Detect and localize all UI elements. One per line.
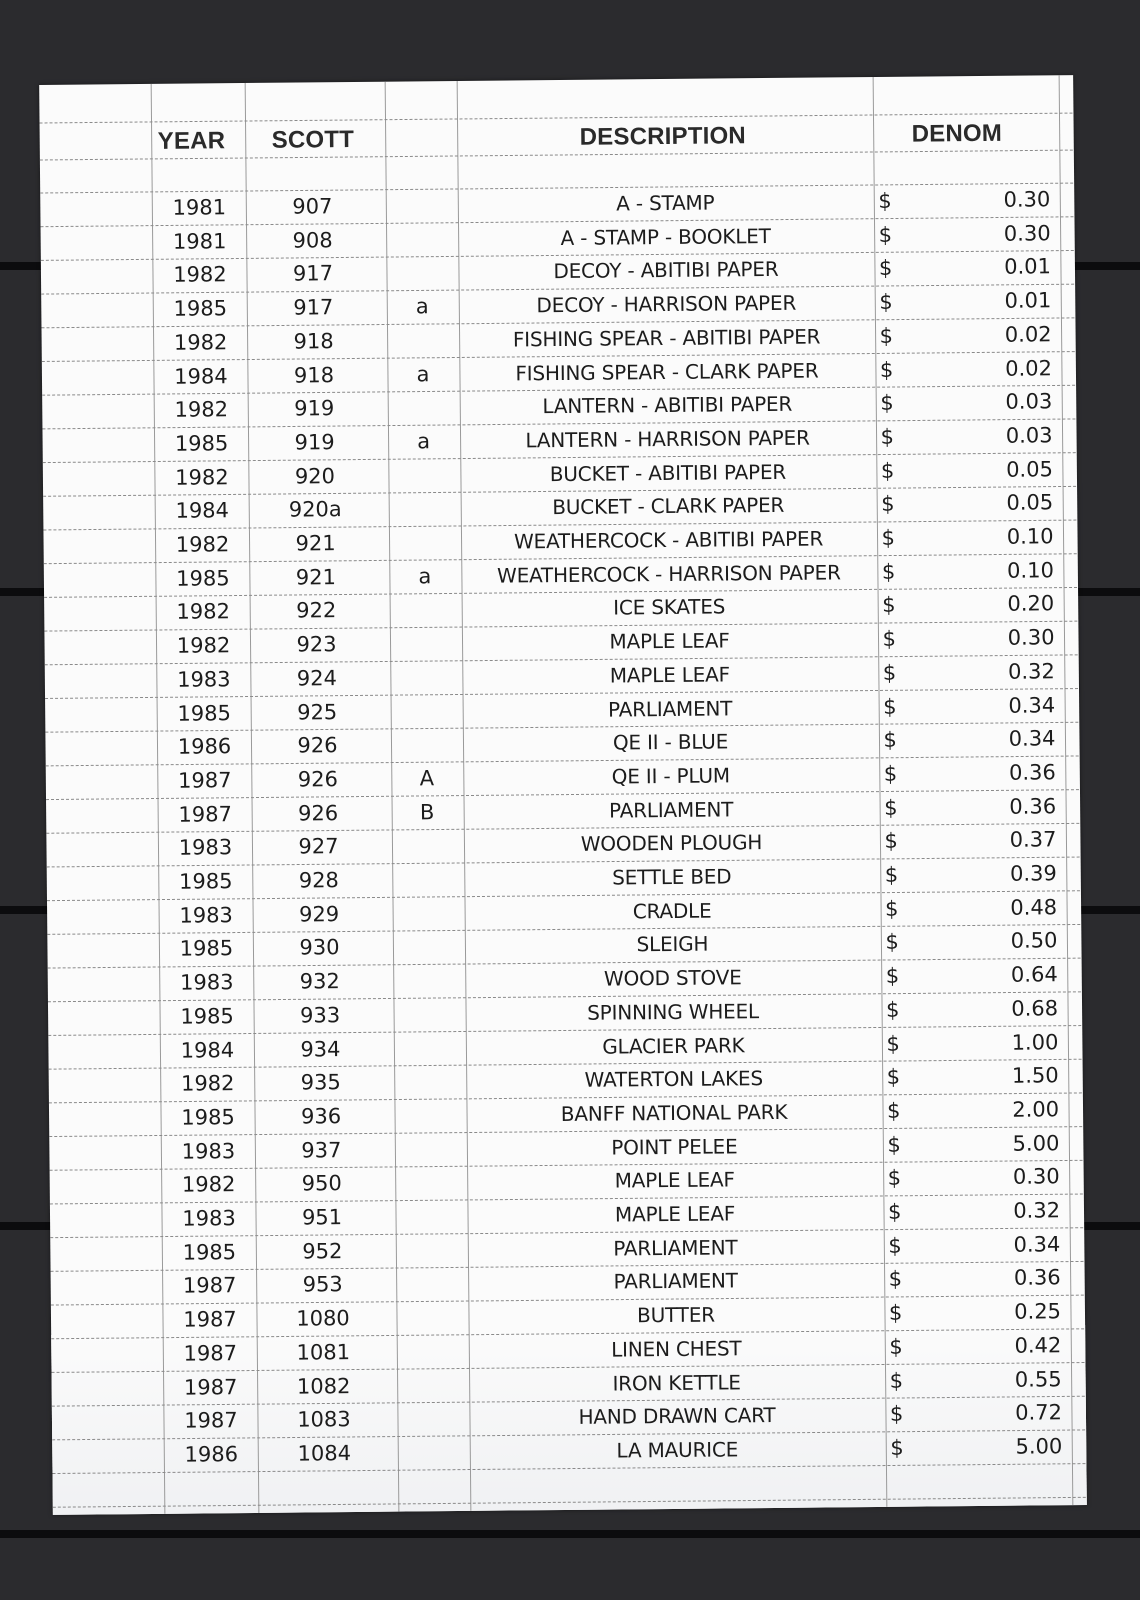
- denomination-cell: 0.01: [1004, 288, 1052, 313]
- variety-cell: [388, 391, 458, 425]
- description-cell: IRON KETTLE: [612, 1369, 741, 1396]
- year-cell: 1981: [172, 195, 227, 220]
- currency-cell: $: [889, 1401, 904, 1427]
- denomination-cell: 2.00: [1012, 1097, 1060, 1122]
- variety-cell: [398, 1402, 468, 1436]
- denomination-cell: 0.36: [1008, 760, 1056, 785]
- header-scott: SCOTT: [271, 125, 355, 154]
- description-cell: WATERTON LAKES: [584, 1066, 763, 1092]
- variety-cell: [387, 324, 457, 358]
- variety-cell: [394, 964, 464, 998]
- denomination-cell: 0.55: [1014, 1366, 1062, 1392]
- variety-cell: [389, 492, 459, 526]
- description-cell: BANFF NATIONAL PARK: [560, 1099, 788, 1126]
- currency-cell: $: [888, 1233, 902, 1258]
- description-cell: ICE SKATES: [613, 594, 726, 620]
- denomination-cell: 0.10: [1006, 557, 1054, 583]
- currency-cell: $: [878, 222, 893, 247]
- denomination-cell: 0.30: [1003, 220, 1051, 246]
- variety-cell: [395, 1065, 465, 1099]
- year-cell: 1987: [177, 768, 232, 793]
- year-cell: 1982: [175, 464, 229, 490]
- scott-number-cell: 935: [300, 1070, 341, 1095]
- variety-cell: [396, 1234, 466, 1268]
- variety-cell: a: [418, 563, 432, 589]
- currency-cell: $: [880, 390, 894, 416]
- variety-cell: [394, 998, 464, 1032]
- year-cell: 1985: [179, 936, 234, 962]
- scott-number-cell: 929: [298, 901, 340, 927]
- scott-number-cell: 951: [301, 1205, 343, 1230]
- currency-cell: $: [889, 1368, 904, 1393]
- scott-number-cell: 1081: [296, 1339, 351, 1365]
- currency-cell: $: [881, 525, 896, 550]
- scott-number-cell: 923: [296, 632, 337, 657]
- currency-cell: $: [887, 1132, 901, 1157]
- scott-number-cell: 950: [301, 1171, 342, 1196]
- currency-cell: $: [888, 1267, 903, 1292]
- scott-number-cell: 919: [294, 430, 335, 455]
- variety-cell: [386, 189, 456, 223]
- description-cell: SETTLE BED: [612, 864, 732, 890]
- grid-line: [53, 1497, 1087, 1507]
- currency-cell: $: [885, 963, 900, 989]
- denomination-cell: 0.05: [1006, 456, 1054, 482]
- description-cell: HAND DRAWN CART: [578, 1403, 776, 1430]
- year-cell: 1983: [181, 1138, 236, 1164]
- description-cell: MAPLE LEAF: [614, 1167, 735, 1193]
- currency-cell: $: [884, 829, 898, 854]
- description-cell: PARLIAMENT: [613, 1268, 738, 1294]
- currency-cell: $: [880, 424, 895, 449]
- scott-number-cell: 924: [296, 665, 338, 691]
- denomination-cell: 0.30: [1012, 1164, 1060, 1189]
- variety-cell: [387, 256, 457, 290]
- year-cell: 1984: [180, 1037, 235, 1063]
- denomination-cell: 0.50: [1010, 928, 1058, 954]
- denomination-cell: 0.30: [1007, 625, 1055, 650]
- currency-cell: $: [885, 930, 899, 955]
- description-cell: BUTTER: [636, 1302, 716, 1328]
- year-cell: 1982: [175, 532, 230, 557]
- scott-number-cell: 1084: [297, 1440, 352, 1466]
- currency-cell: $: [881, 559, 896, 584]
- year-cell: 1982: [176, 633, 231, 658]
- year-cell: 1983: [182, 1206, 236, 1231]
- scott-number-cell: 926: [297, 767, 338, 792]
- variety-cell: [393, 930, 463, 964]
- description-cell: BUCKET - ABITIBI PAPER: [549, 459, 787, 486]
- variety-cell: a: [415, 294, 429, 319]
- currency-cell: $: [883, 694, 897, 719]
- year-cell: 1987: [178, 801, 232, 827]
- variety-cell: [393, 897, 463, 931]
- description-cell: LINEN CHEST: [611, 1336, 742, 1362]
- variety-cell: a: [416, 361, 430, 386]
- variety-cell: [398, 1368, 468, 1402]
- variety-cell: [394, 1031, 464, 1065]
- variety-cell: [389, 526, 459, 560]
- stamp-list-sheet: [39, 75, 1087, 1515]
- currency-cell: $: [883, 727, 897, 753]
- year-cell: 1985: [180, 1003, 234, 1029]
- variety-cell: B: [419, 799, 435, 824]
- year-cell: 1985: [178, 869, 233, 894]
- currency-cell: $: [887, 1199, 902, 1224]
- denomination-cell: 0.64: [1010, 962, 1058, 987]
- description-cell: DECOY - HARRISON PAPER: [536, 290, 797, 318]
- scott-number-cell: 917: [293, 295, 334, 320]
- scott-number-cell: 930: [299, 935, 340, 960]
- variety-cell: [391, 728, 461, 762]
- denomination-cell: 0.32: [1007, 659, 1055, 684]
- variety-cell: [390, 593, 460, 627]
- denomination-cell: 0.36: [1009, 793, 1057, 819]
- variety-cell: [390, 627, 460, 661]
- description-cell: LANTERN - ABITIBI PAPER: [542, 391, 793, 419]
- variety-cell: [392, 829, 462, 863]
- year-cell: 1982: [176, 599, 231, 625]
- denomination-cell: 1.00: [1011, 1029, 1059, 1055]
- denomination-cell: 5.00: [1015, 1434, 1063, 1459]
- year-cell: 1985: [177, 700, 232, 726]
- denomination-cell: 0.37: [1009, 827, 1057, 853]
- description-cell: PARLIAMENT: [607, 695, 733, 722]
- currency-cell: $: [886, 1031, 900, 1056]
- description-cell: SPINNING WHEEL: [587, 998, 760, 1025]
- scott-number-cell: 936: [300, 1104, 342, 1129]
- year-cell: 1986: [184, 1442, 239, 1467]
- denomination-cell: 0.34: [1008, 692, 1056, 718]
- scott-number-cell: 1082: [296, 1373, 351, 1399]
- scott-number-cell: 927: [298, 834, 339, 859]
- description-cell: QE II - BLUE: [612, 729, 729, 755]
- year-cell: 1985: [182, 1239, 237, 1265]
- denomination-cell: 5.00: [1012, 1130, 1060, 1156]
- scott-number-cell: 926: [297, 733, 338, 758]
- board-stripe: [0, 1530, 1140, 1538]
- currency-cell: $: [885, 997, 900, 1022]
- denomination-cell: 0.32: [1013, 1198, 1061, 1223]
- header-denom: DENOM: [911, 119, 1003, 148]
- description-cell: SLEIGH: [636, 932, 709, 957]
- currency-cell: $: [878, 188, 892, 213]
- scott-number-cell: 908: [292, 227, 333, 253]
- year-cell: 1982: [181, 1172, 236, 1197]
- description-cell: POINT PELEE: [611, 1133, 738, 1160]
- currency-cell: $: [889, 1334, 903, 1359]
- denomination-cell: 0.03: [1005, 389, 1053, 414]
- description-cell: MAPLE LEAF: [614, 1201, 736, 1227]
- currency-cell: $: [884, 795, 898, 820]
- scott-number-cell: 907: [292, 194, 333, 219]
- description-cell: GLACIER PARK: [602, 1032, 745, 1059]
- currency-cell: $: [879, 357, 894, 382]
- currency-cell: $: [886, 1064, 901, 1090]
- denomination-cell: 0.34: [1013, 1231, 1061, 1257]
- denomination-cell: 0.36: [1013, 1265, 1061, 1291]
- currency-cell: $: [879, 289, 893, 315]
- description-cell: WEATHERCOCK - ABITIBI PAPER: [513, 526, 824, 554]
- header-year: YEAR: [157, 127, 226, 155]
- scott-number-cell: 926: [297, 800, 339, 826]
- scott-number-cell: 934: [300, 1036, 341, 1062]
- denomination-cell: 0.30: [1003, 187, 1051, 212]
- scott-number-cell: 917: [292, 261, 334, 286]
- year-cell: 1983: [179, 970, 234, 995]
- year-cell: 1987: [182, 1273, 237, 1299]
- year-cell: 1982: [174, 397, 229, 422]
- description-cell: WOODEN PLOUGH: [580, 830, 763, 857]
- year-cell: 1981: [172, 228, 227, 254]
- scott-number-cell: 918: [293, 362, 335, 388]
- variety-cell: [396, 1166, 466, 1200]
- scott-number-cell: 952: [302, 1238, 343, 1264]
- year-cell: 1984: [174, 363, 228, 389]
- variety-cell: [391, 694, 461, 728]
- year-cell: 1982: [173, 329, 228, 355]
- year-cell: 1982: [173, 262, 227, 288]
- description-cell: CRADLE: [632, 898, 712, 924]
- currency-cell: $: [888, 1300, 903, 1325]
- scott-number-cell: 921: [295, 531, 336, 556]
- currency-cell: $: [887, 1166, 902, 1191]
- denomination-cell: 0.03: [1005, 423, 1053, 448]
- year-cell: 1984: [175, 498, 230, 524]
- description-cell: WEATHERCOCK - HARRISON PAPER: [496, 560, 841, 588]
- description-cell: BUCKET - CLARK PAPER: [552, 493, 785, 520]
- year-cell: 1983: [178, 835, 233, 860]
- scott-number-cell: 918: [293, 328, 334, 354]
- currency-cell: $: [886, 1098, 901, 1123]
- scott-number-cell: 937: [301, 1137, 342, 1163]
- denomination-cell: 0.02: [1004, 322, 1052, 347]
- currency-cell: $: [880, 458, 895, 483]
- description-cell: FISHING SPEAR - CLARK PAPER: [515, 358, 819, 385]
- year-cell: 1987: [184, 1408, 238, 1433]
- scott-number-cell: 920a: [288, 497, 342, 522]
- year-cell: 1985: [174, 431, 229, 456]
- denomination-cell: 0.20: [1007, 591, 1055, 617]
- description-cell: LA MAURICE: [616, 1437, 739, 1463]
- description-cell: QE II - PLUM: [611, 763, 731, 789]
- variety-cell: [393, 863, 463, 897]
- variety-cell: [398, 1436, 468, 1470]
- scott-number-cell: 1080: [296, 1306, 350, 1331]
- year-cell: 1985: [181, 1105, 235, 1130]
- scott-number-cell: 922: [296, 598, 337, 623]
- denomination-cell: 0.48: [1010, 894, 1058, 920]
- scott-number-cell: 1083: [297, 1407, 351, 1432]
- variety-cell: [396, 1200, 466, 1234]
- currency-cell: $: [881, 492, 895, 517]
- year-cell: 1983: [177, 666, 231, 692]
- scott-number-cell: 928: [298, 868, 339, 893]
- scott-number-cell: 953: [302, 1272, 343, 1297]
- denomination-cell: 0.72: [1015, 1400, 1063, 1425]
- description-cell: MAPLE LEAF: [609, 662, 731, 688]
- description-cell: MAPLE LEAF: [609, 628, 730, 654]
- header-description: DESCRIPTION: [579, 122, 747, 151]
- denomination-cell: 0.25: [1014, 1299, 1062, 1324]
- year-cell: 1983: [179, 902, 233, 928]
- year-cell: 1985: [173, 296, 228, 321]
- variety-cell: [391, 661, 461, 695]
- description-cell: LANTERN - HARRISON PAPER: [525, 425, 810, 453]
- denomination-cell: 0.02: [1005, 355, 1053, 381]
- denomination-cell: 0.42: [1014, 1333, 1062, 1358]
- description-cell: PARLIAMENT: [613, 1235, 738, 1261]
- variety-cell: [397, 1267, 467, 1301]
- currency-cell: $: [882, 593, 896, 618]
- description-cell: A - STAMP: [616, 190, 715, 216]
- denomination-cell: 1.50: [1011, 1063, 1059, 1088]
- denomination-cell: 0.68: [1011, 996, 1059, 1021]
- currency-cell: $: [882, 626, 897, 652]
- currency-cell: $: [882, 660, 897, 685]
- currency-cell: $: [883, 761, 898, 786]
- currency-cell: $: [884, 896, 899, 921]
- year-cell: 1987: [183, 1340, 238, 1366]
- description-cell: A - STAMP - BOOKLET: [560, 223, 771, 250]
- variety-cell: [395, 1133, 465, 1167]
- year-cell: 1987: [183, 1307, 237, 1332]
- variety-cell: [389, 459, 459, 493]
- description-cell: DECOY - ABITIBI PAPER: [553, 257, 779, 284]
- year-cell: 1986: [177, 734, 232, 759]
- variety-cell: A: [419, 766, 435, 791]
- variety-cell: [395, 1099, 465, 1133]
- year-cell: 1987: [183, 1374, 238, 1400]
- denomination-cell: 0.34: [1008, 726, 1056, 751]
- denomination-cell: 0.39: [1009, 861, 1057, 886]
- scott-number-cell: 925: [297, 699, 338, 725]
- scott-number-cell: 932: [299, 969, 340, 994]
- currency-cell: $: [878, 256, 893, 281]
- currency-cell: $: [890, 1435, 904, 1460]
- denomination-cell: 0.10: [1006, 524, 1054, 549]
- year-cell: 1982: [180, 1071, 235, 1096]
- scott-number-cell: 919: [294, 396, 335, 421]
- currency-cell: $: [884, 862, 899, 887]
- description-cell: WOOD STOVE: [603, 965, 742, 991]
- description-cell: FISHING SPEAR - ABITIBI PAPER: [512, 324, 821, 352]
- scott-number-cell: 933: [299, 1002, 341, 1028]
- currency-cell: $: [879, 323, 894, 348]
- denomination-cell: 0.05: [1006, 490, 1054, 516]
- scott-number-cell: 921: [295, 564, 337, 590]
- variety-cell: a: [417, 429, 431, 454]
- description-cell: PARLIAMENT: [608, 796, 734, 823]
- variety-cell: [397, 1301, 467, 1335]
- year-cell: 1985: [176, 565, 230, 591]
- variety-cell: [387, 223, 457, 257]
- variety-cell: [397, 1335, 467, 1369]
- scott-number-cell: 920: [294, 463, 336, 489]
- denomination-cell: 0.01: [1004, 254, 1052, 280]
